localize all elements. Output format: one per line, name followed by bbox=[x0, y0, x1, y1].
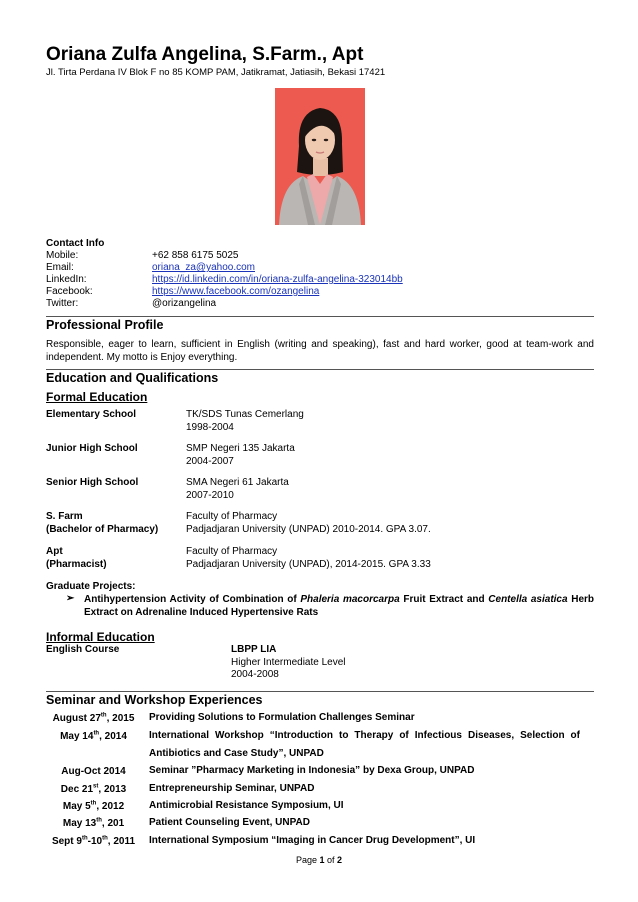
project-species-name: Phaleria macorcarpa bbox=[300, 594, 400, 605]
education-detail bbox=[186, 443, 295, 468]
of-word: of bbox=[327, 855, 335, 865]
project-text: Antihypertension Activity of Combination of bbox=[84, 594, 301, 605]
project-text: Herb Extract on Adrenaline Induced Hypertensive Rats bbox=[84, 594, 595, 618]
education-level-name: Elementary School bbox=[46, 409, 137, 420]
total-page-count: 2 bbox=[337, 855, 343, 865]
date-text: , 2011 bbox=[107, 836, 136, 847]
applicant-name: Oriana Zulfa Angelina, S.Farm., Apt bbox=[46, 44, 364, 65]
date-text: Dec 21 bbox=[60, 784, 94, 795]
education-level bbox=[46, 443, 138, 456]
mobile-label: Mobile: bbox=[46, 250, 79, 261]
seminar-title: Entrepreneurship Seminar, UNPAD bbox=[149, 783, 315, 794]
education-level bbox=[46, 546, 107, 571]
university-details: Padjadjaran University (UNPAD), 2014-2015. GPA 3.33 bbox=[186, 558, 431, 570]
seminar-title: Seminar ”Pharmacy Marketing in Indonesia” by Dexa Group, UNPAD bbox=[149, 765, 475, 776]
graduate-projects-heading: Graduate Projects: bbox=[46, 581, 136, 592]
education-level-degree: (Bachelor of Pharmacy) bbox=[46, 523, 159, 535]
email-link[interactable]: oriana_za@yahoo.com bbox=[152, 262, 255, 273]
date-ordinal: th bbox=[93, 730, 100, 737]
arrow-bullet-icon: ➢ bbox=[66, 593, 75, 604]
seminar-date bbox=[46, 818, 141, 829]
date-text: , 2015 bbox=[106, 713, 135, 724]
seminar-date bbox=[46, 801, 141, 812]
date-ordinal: th bbox=[100, 712, 107, 719]
date-text: , 201 bbox=[101, 818, 125, 829]
education-level bbox=[46, 511, 158, 536]
date-ordinal: th bbox=[96, 817, 102, 824]
section-divider bbox=[46, 691, 594, 692]
graduate-project-title bbox=[84, 593, 594, 619]
education-heading: Education and Qualifications bbox=[46, 371, 219, 385]
seminar-title: Patient Counseling Event, UNPAD bbox=[149, 817, 310, 828]
informal-course-detail bbox=[231, 644, 346, 682]
professional-profile-heading: Professional Profile bbox=[46, 318, 164, 332]
twitter-value: @orizangelina bbox=[152, 298, 217, 309]
education-level-name: Apt bbox=[46, 546, 63, 557]
course-level: Higher Intermediate Level bbox=[231, 656, 346, 668]
education-level-name: S. Farm bbox=[46, 511, 83, 522]
page-footer bbox=[0, 855, 638, 865]
project-species-name: Centella asiatica bbox=[488, 594, 568, 605]
date-text: Aug-Oct 2014 bbox=[61, 766, 126, 777]
date-text: , 2013 bbox=[98, 784, 127, 795]
formal-education-heading: Formal Education bbox=[46, 390, 148, 404]
facebook-label: Facebook: bbox=[46, 286, 93, 297]
date-ordinal: th bbox=[102, 835, 108, 842]
seminar-title: International Symposium “Imaging in Cancer Drug Development”, UI bbox=[149, 835, 476, 846]
date-text: Sept 9 bbox=[51, 836, 82, 847]
school-years: 1998-2004 bbox=[186, 421, 234, 433]
seminar-date bbox=[46, 784, 141, 795]
section-divider bbox=[46, 369, 594, 370]
course-institution: LBPP LIA bbox=[231, 644, 277, 655]
date-text: -10 bbox=[87, 836, 103, 847]
faculty-name: Faculty of Pharmacy bbox=[186, 511, 278, 522]
seminar-title: Antimicrobial Resistance Symposium, UI bbox=[149, 800, 344, 811]
education-level-name: Junior High School bbox=[46, 443, 138, 454]
linkedin-label: LinkedIn: bbox=[46, 274, 87, 285]
date-ordinal: st bbox=[93, 783, 99, 790]
seminar-date bbox=[46, 731, 141, 742]
education-level-name: Senior High School bbox=[46, 477, 139, 488]
school-years: 2007-2010 bbox=[186, 489, 234, 501]
school-years: 2004-2007 bbox=[186, 455, 234, 467]
school-name: TK/SDS Tunas Cemerlang bbox=[186, 409, 304, 420]
education-detail bbox=[186, 477, 289, 502]
contact-info-heading: Contact Info bbox=[46, 238, 105, 249]
education-level bbox=[46, 477, 138, 490]
informal-education-heading: Informal Education bbox=[46, 630, 155, 644]
date-text: , 2014 bbox=[99, 731, 127, 742]
date-text: May 13 bbox=[62, 818, 97, 829]
education-level bbox=[46, 409, 136, 422]
faculty-name: Faculty of Pharmacy bbox=[186, 546, 278, 557]
seminar-title: Providing Solutions to Formulation Challenges Seminar bbox=[149, 712, 415, 723]
seminar-date bbox=[46, 836, 141, 847]
education-level-degree: (Pharmacist) bbox=[46, 558, 107, 570]
informal-course-name: English Course bbox=[46, 644, 120, 655]
twitter-label: Twitter: bbox=[46, 298, 79, 309]
date-text: August 27 bbox=[52, 713, 101, 724]
mobile-value: +62 858 6175 5025 bbox=[152, 250, 239, 261]
profile-photo-illustration bbox=[275, 88, 365, 225]
date-text: May 5 bbox=[62, 801, 91, 812]
facebook-link[interactable]: https://www.facebook.com/ozangelina bbox=[152, 286, 320, 297]
section-divider bbox=[46, 316, 594, 317]
date-text: , 2012 bbox=[96, 801, 125, 812]
education-detail bbox=[186, 511, 431, 536]
applicant-address: Jl. Tirta Perdana IV Blok F no 85 KOMP PAM, Jatikramat, Jatiasih, Bekasi 17421 bbox=[46, 67, 386, 78]
date-ordinal: th bbox=[81, 835, 88, 842]
school-name: SMP Negeri 135 Jakarta bbox=[186, 443, 295, 454]
seminar-heading: Seminar and Workshop Experiences bbox=[46, 693, 263, 707]
date-text: May 14 bbox=[60, 731, 94, 742]
professional-profile-text: Responsible, eager to learn, sufficient in English (writing and speaking), fast and hard worker, good at team-work and independent. My motto is Enjoy everything. bbox=[46, 339, 594, 363]
email-label: Email: bbox=[46, 262, 74, 273]
school-name: SMA Negeri 61 Jakarta bbox=[186, 477, 289, 488]
profile-photo bbox=[275, 88, 365, 225]
university-details: Padjadjaran University (UNPAD) 2010-2014. GPA 3.07. bbox=[186, 523, 431, 535]
seminar-date bbox=[46, 766, 141, 777]
date-ordinal: th bbox=[90, 800, 97, 807]
course-years: 2004-2008 bbox=[231, 669, 279, 680]
education-detail bbox=[186, 409, 304, 434]
page-word: Page bbox=[295, 855, 317, 865]
education-detail bbox=[186, 546, 431, 571]
current-page-number: 1 bbox=[319, 855, 325, 865]
linkedin-link[interactable]: https://id.linkedin.com/in/oriana-zulfa-angelina-323014bb bbox=[152, 274, 403, 285]
seminar-title: International Workshop “Introduction to Therapy of Infectious Diseases, Selection of Antibiotics and Case Study”, UNPAD bbox=[149, 730, 580, 759]
seminar-date bbox=[46, 713, 141, 724]
project-text: Fruit Extract and bbox=[399, 594, 489, 605]
